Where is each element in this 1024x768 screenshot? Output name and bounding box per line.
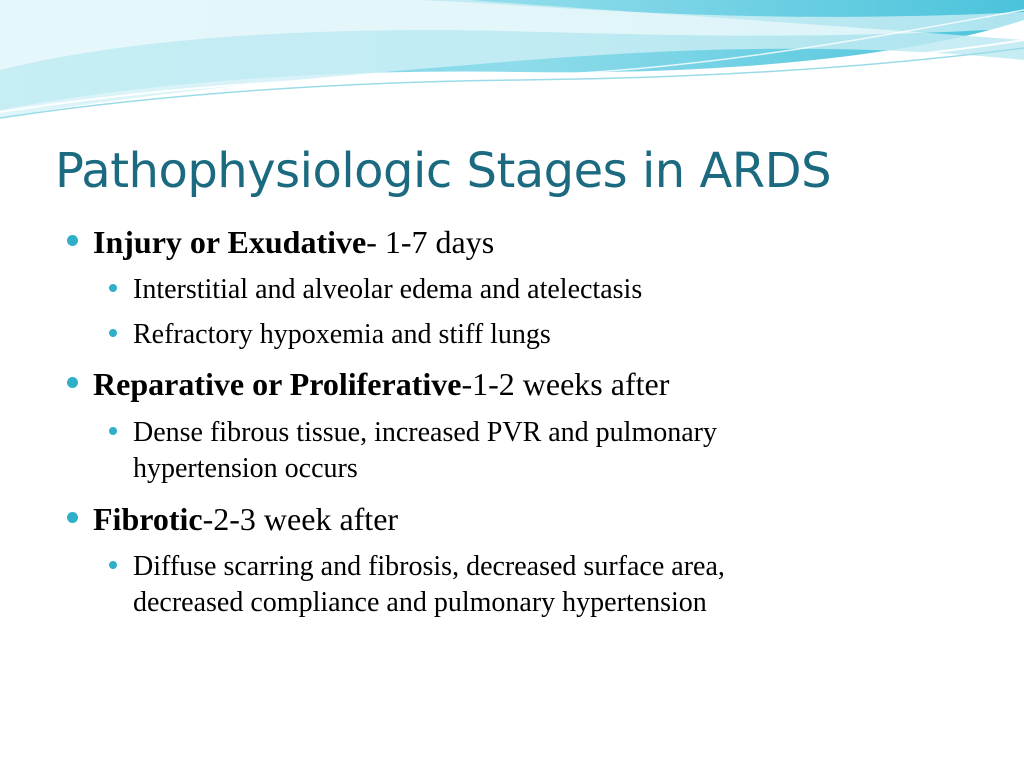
sub-bullet-item [133,415,717,487]
bullet-item [93,364,669,404]
sub-bullet-dot-icon [109,329,117,337]
slide-title: Pathophysiologic Stages in ARDS [55,143,832,199]
bullet-duration: - 1-7 days [366,224,495,260]
sub-bullet-text-line: Dense fibrous tissue, increased PVR and pulmonary [133,417,717,448]
bullet-item [93,222,494,262]
bullet-heading: Reparative or Proliferative [93,366,462,402]
bullet-duration: -1-2 weeks after [461,366,670,402]
sub-bullet-text-line: decreased compliance and pulmonary hypertension [133,587,707,618]
bullet-heading: Fibrotic [93,501,203,537]
sub-bullet-item [133,272,642,308]
sub-bullet-text-line: Diffuse scarring and fibrosis, decreased surface area, [133,551,725,582]
bullet-dot-icon [67,235,78,246]
bullet-duration: -2-3 week after [202,501,399,537]
bullet-item [93,499,398,539]
sub-bullet-text: Interstitial and alveolar edema and atelectasis [133,274,643,305]
bullet-heading: Injury or Exudative [93,224,367,260]
sub-bullet-item [133,549,725,621]
sub-bullet-text: Refractory hypoxemia and stiff lungs [133,319,551,350]
bullet-dot-icon [67,377,78,388]
sub-bullet-text-line: hypertension occurs [133,453,358,484]
sub-bullet-dot-icon [109,427,117,435]
sub-bullet-dot-icon [109,284,117,292]
bullet-dot-icon [67,512,78,523]
sub-bullet-dot-icon [109,561,117,569]
sub-bullet-item [133,317,551,353]
